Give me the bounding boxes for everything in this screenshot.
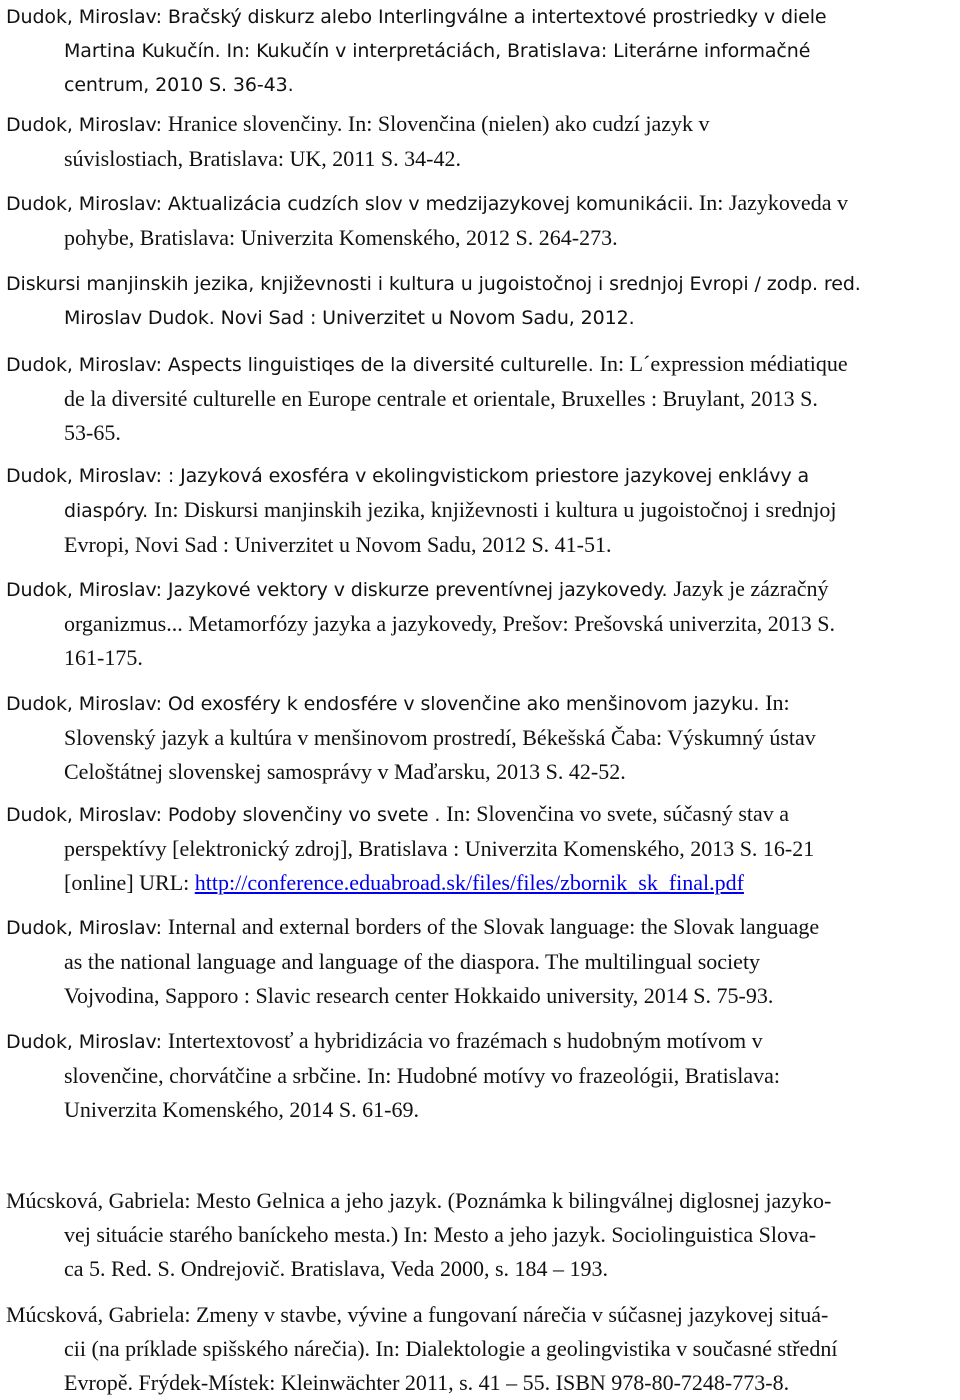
entry-line [6, 572, 956, 607]
entry-line [6, 686, 956, 721]
entry-text: In: L´expression médiatique [599, 351, 848, 376]
entry-line [6, 416, 956, 450]
entry-text: Intertextovosť a hybridizácia vo frazémach s hudobným motívom v [167, 1028, 763, 1053]
entry-text: Dudok, Miroslav: [6, 917, 168, 939]
reference-entry [6, 347, 956, 450]
entry-line [6, 347, 956, 382]
reference-entry [6, 797, 956, 900]
reference-entry [6, 0, 956, 102]
entry-line [6, 1366, 956, 1400]
reference-entry [6, 186, 956, 255]
entry-text: Evropi, Novi Sad : Univerzitet u Novom Sadu, 2012 S. 41-51. [64, 532, 612, 557]
entry-line [6, 301, 956, 335]
reference-entry [6, 1184, 956, 1286]
entry-line [6, 866, 956, 900]
entry-line [6, 1218, 956, 1252]
entry-text: Vojvodina, Sapporo : Slavic research center Hokkaido university, 2014 S. 75-93. [64, 983, 774, 1008]
entry-line [6, 1059, 956, 1093]
entry-text: 161-175. [64, 645, 143, 670]
entry-text: Celoštátnej slovenskej samosprávy v Maďarsku, 2013 S. 42-52. [64, 759, 626, 784]
entry-line [6, 721, 956, 755]
reference-entry [6, 1298, 956, 1400]
entry-text: Hranice slovenčiny. In: Slovenčina (nielen) ako cudzí jazyk v [167, 111, 710, 136]
entry-text: In: Diskursi manjinskih jezika, književnosti i kultura u jugoistočnoj i srednjoj [154, 497, 837, 522]
entry-text: pohybe, Bratislava: Univerzita Komenského, 2012 S. 264-273. [64, 225, 618, 250]
entry-text: Dudok, Miroslav: Bračský diskurz alebo Interlingválne a intertextové prostriedky v diele [6, 6, 827, 28]
entry-line [6, 34, 956, 68]
reference-entry [6, 686, 956, 789]
entry-text: slovenčine, chorvátčine a srbčine. In: Hudobné motívy vo frazeológii, Bratislava: [64, 1063, 780, 1088]
entry-text: Múcsková, Gabriela: Mesto Gelnica a jeho jazyk. (Poznámka k bilingválnej diglosnej jazyko- [6, 1188, 832, 1213]
entry-text: Dudok, Miroslav: [6, 114, 168, 136]
entry-text: [online] URL: [64, 870, 195, 895]
entry-line [6, 68, 956, 102]
entry-line [6, 1093, 956, 1127]
entry-line [6, 797, 956, 832]
entry-text: Miroslav Dudok. Novi Sad : Univerzitet u Novom Sadu, 2012. [64, 307, 635, 329]
entry-text: Dudok, Miroslav: Aktualizácia cudzích slov v medzijazykovej komunikácii [6, 193, 688, 215]
entry-line [6, 107, 956, 142]
entry-text: Dudok, Miroslav: Aspects linguistiqes de la diversité culturelle. [6, 354, 600, 376]
entry-text: perspektívy [elektronický zdroj], Bratislava : Univerzita Komenského, 2013 S. 16-21 [64, 836, 815, 861]
entry-line [6, 832, 956, 866]
entry-line [6, 382, 956, 416]
entry-text: Evropě. Frýdek-Místek: Kleinwächter 2011, s. 41 – 55. ISBN 978-80-7248-773-8. [64, 1370, 790, 1395]
entry-line [6, 0, 956, 34]
entry-text: súvislostiach, Bratislava: UK, 2011 S. 34-42. [64, 146, 461, 171]
entry-line [6, 1184, 956, 1218]
entry-line [6, 186, 956, 221]
reference-entry [6, 572, 956, 675]
reference-entry [6, 107, 956, 176]
entry-text: ca 5. Red. S. Ondrejovič. Bratislava, Veda 2000, s. 184 – 193. [64, 1256, 609, 1281]
entry-text: de la diversité culturelle en Europe centrale et orientale, Bruxelles : Bruylant, 2013 S. [64, 386, 818, 411]
entry-text: Internal and external borders of the Slovak language: the Slovak language [167, 914, 820, 939]
entry-text: Dudok, Miroslav: Od exosféry k endosfére v slovenčine ako menšinovom jazyku. [6, 693, 766, 715]
entry-text: Dudok, Miroslav: : Jazyková exosféra v ekolingvistickom priestore jazykovej enklávy a [6, 465, 810, 487]
entry-text: 53-65. [64, 420, 121, 445]
entry-text: In: [765, 690, 790, 715]
entry-text: Dudok, Miroslav: Jazykové vektory v diskurze preventívnej jazykovedy. [6, 579, 674, 601]
entry-line [6, 221, 956, 255]
entry-line [6, 267, 956, 301]
entry-line [6, 641, 956, 675]
entry-text: Múcsková, Gabriela: Zmeny v stavbe, vývine a fungovaní nárečia v súčasnej jazykovej situá- [6, 1302, 829, 1327]
entry-text: Diskursi manjinskih jezika, književnosti i kultura u jugoistočnoj i srednjoj Evropi / zodp. red. [6, 273, 861, 295]
entry-text: Univerzita Komenského, 2014 S. 61-69. [64, 1097, 419, 1122]
entry-text: as the national language and language of the diaspora. The multilingual society [64, 949, 761, 974]
entry-line [6, 1252, 956, 1286]
entry-text: . In: Jazykoveda v [687, 190, 848, 215]
entry-text: In: Slovenčina vo svete, súčasný stav a [446, 801, 790, 826]
url-link[interactable]: http://conference.eduabroad.sk/files/files/zbornik_sk_final.pdf [194, 870, 744, 895]
entry-text: Slovenský jazyk a kultúra v menšinovom prostredí, Békešská Čaba: Výskumný ústav [64, 725, 816, 750]
entry-line [6, 979, 956, 1013]
entry-text: Dudok, Miroslav: [6, 1031, 168, 1053]
entry-line [6, 910, 956, 945]
entry-line [6, 142, 956, 176]
entry-line [6, 493, 956, 528]
entry-text: diaspóry. [64, 500, 154, 522]
entry-text: organizmus... Metamorfózy jazyka a jazykovedy, Prešov: Prešovská univerzita, 2013 S. [64, 611, 836, 636]
entry-text: Martina Kukučín. In: Kukučín v interpretáciách, Bratislava: Literárne informačné [64, 40, 811, 62]
entry-line [6, 607, 956, 641]
entry-line [6, 755, 956, 789]
reference-entry [6, 910, 956, 1013]
entry-line [6, 459, 956, 493]
entry-line [6, 945, 956, 979]
entry-text: centrum, 2010 S. 36-43. [64, 74, 294, 96]
entry-line [6, 1024, 956, 1059]
entry-line [6, 528, 956, 562]
reference-entry [6, 267, 956, 335]
entry-text: cii (na príklade spišského nárečia). In: Dialektologie a geolingvistika v současné střední [64, 1336, 838, 1361]
entry-text: vej situácie starého baníckeho mesta.) In: Mesto a jeho jazyk. Sociolinguistica Slova- [64, 1222, 817, 1247]
reference-entry [6, 1024, 956, 1127]
entry-text: Dudok, Miroslav: Podoby slovenčiny vo svete . [6, 804, 447, 826]
entry-text: Jazyk je zázračný [673, 576, 829, 601]
reference-entry [6, 459, 956, 562]
entry-line [6, 1298, 956, 1332]
entry-line [6, 1332, 956, 1366]
